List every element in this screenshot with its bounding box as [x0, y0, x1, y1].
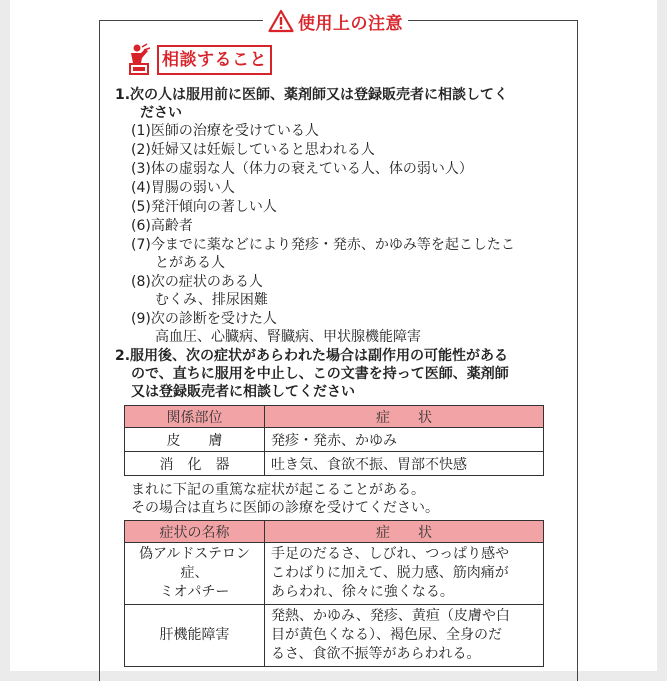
table-row [125, 543, 544, 605]
list-item: (6)高齢者 [131, 218, 193, 234]
list-item-detail: 高血圧、心臓病、腎臓病、甲状腺機能障害 [155, 329, 421, 345]
frame-title [263, 7, 408, 35]
list-item: (8)次の症状のある人 [131, 274, 263, 290]
section2-heading-line3: 又は登録販売者に相談してください [131, 384, 355, 400]
list-item: (7)今までに薬などにより発疹・発赤、かゆみ等を起こしたこ [131, 237, 515, 253]
note-line: その場合は直ちに医師の診療を受けてください。 [131, 500, 439, 516]
consult-heading [127, 43, 272, 77]
table-cell: 消 化 器 [125, 452, 265, 476]
serious-symptom-table [124, 520, 544, 667]
list-item: (1)医師の治療を受けている人 [131, 123, 319, 139]
symptom-desc-line: 発熱、かゆみ、発疹、黄疸（皮膚や白 [271, 608, 510, 624]
symptom-desc-line: あらわれ、徐々に強くなる。 [271, 584, 454, 600]
table-cell: 発疹・発赤、かゆみ [265, 428, 544, 452]
table-row [125, 605, 544, 667]
symptom-desc-line: 目が黄色くなる）、褐色尿、全身のだ [271, 627, 502, 643]
section1-heading-line2: ださい [140, 105, 182, 121]
symptom-name-line: 肝機能障害 [159, 627, 230, 643]
list-item: (4)胃腸の弱い人 [131, 180, 235, 196]
symptom-desc-line: こわばりに加えて、脱力感、筋肉痛が [271, 565, 509, 581]
symptom-desc-cell [265, 605, 544, 667]
list-item: (2)妊婦又は妊娠していると思われる人 [131, 142, 375, 158]
consult-person-icon [127, 43, 153, 77]
table-header: 関係部位 [125, 406, 265, 428]
list-item-detail: むくみ、排尿困難 [155, 292, 268, 308]
symptom-desc-line: るさ、食欲不振等があらわれる。 [271, 646, 481, 662]
symptom-desc-line: 手足のだるさ、しびれ、つっぱり感や [271, 546, 510, 562]
list-item: (5)発汗傾向の著しい人 [131, 199, 277, 215]
list-item-continued: とがある人 [155, 255, 225, 271]
warning-icon [268, 9, 294, 33]
table-row [125, 428, 544, 452]
section2-heading-line1: 2.服用後、次の症状があらわれた場合は副作用の可能性がある [115, 348, 509, 364]
page-title: 使用上の注意 [298, 13, 403, 34]
list-item: (9)次の診断を受けた人 [131, 311, 277, 327]
table-header: 症状の名称 [125, 521, 265, 543]
table-cell: 皮 膚 [125, 428, 265, 452]
table-header: 症 状 [265, 406, 544, 428]
table-header: 症 状 [265, 521, 544, 543]
note-line: まれに下記の重篤な症状が起こることがある。 [131, 482, 425, 498]
symptom-name-line: ミオパチー [159, 584, 230, 600]
list-item: (3)体の虚弱な人（体力の衰えている人、体の弱い人） [131, 161, 473, 177]
side-effect-table [124, 405, 544, 476]
consult-label: 相談すること [157, 45, 272, 75]
symptom-name-cell [125, 605, 265, 667]
document-sheet [10, 0, 657, 671]
symptom-name-line: 偽アルドステロン症、 [138, 546, 251, 581]
section2-heading-line2: ので、直ちに服用を中止し、この文書を持って医師、薬剤師 [131, 366, 509, 382]
section1-heading-line1: 1.次の人は服用前に医師、薬剤師又は登録販売者に相談してく [115, 87, 509, 103]
symptom-desc-cell [265, 543, 544, 605]
symptom-name-cell [125, 543, 265, 605]
table-cell: 吐き気、食欲不振、胃部不快感 [265, 452, 544, 476]
table-row [125, 452, 544, 476]
